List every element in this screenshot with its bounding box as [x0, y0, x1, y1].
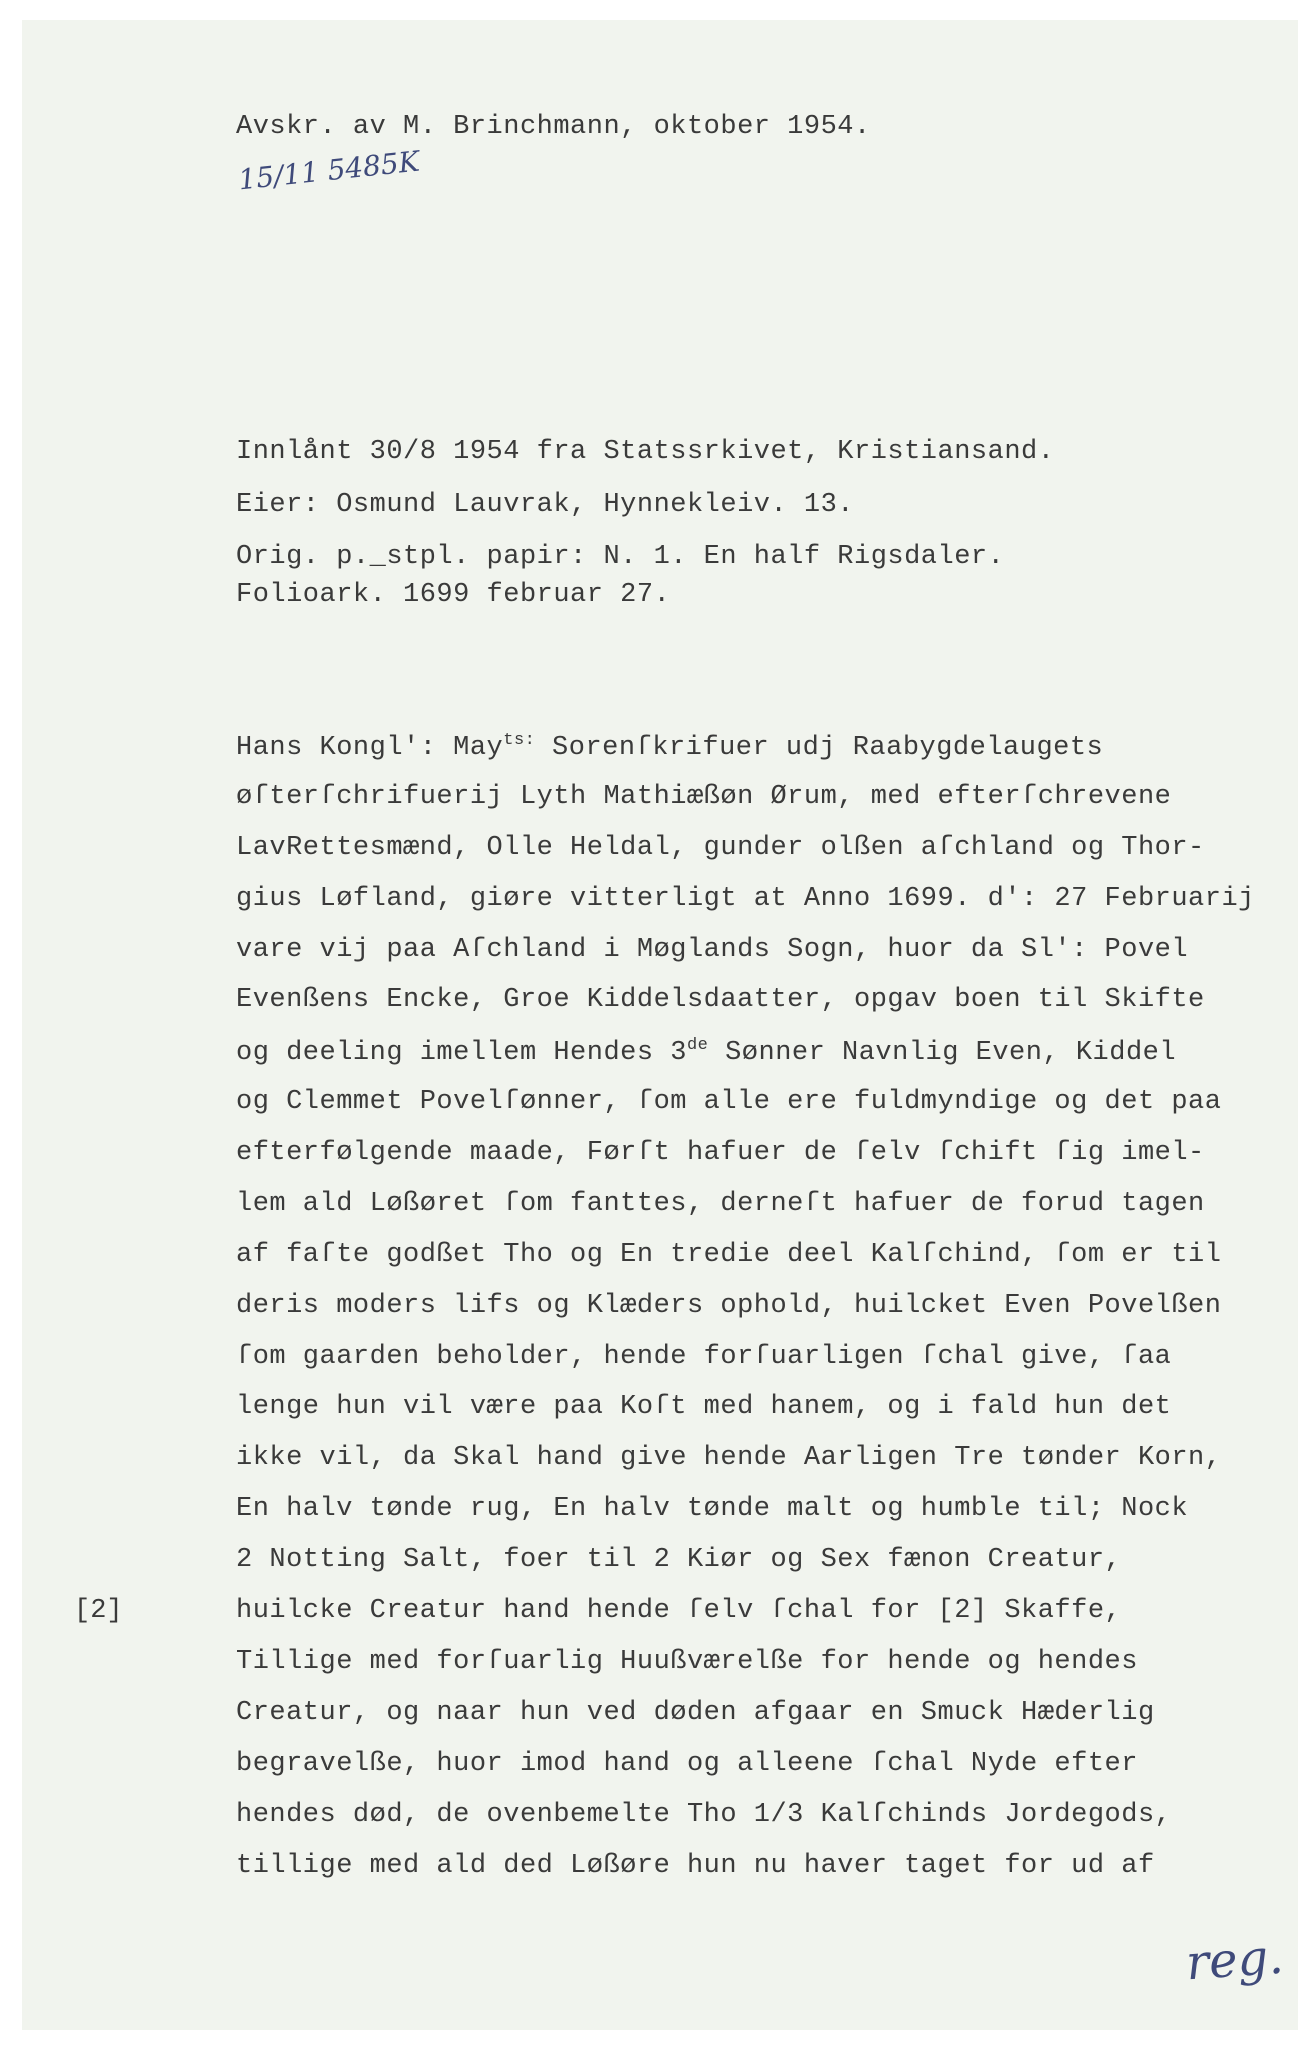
body-line-7-sup: de: [686, 1036, 709, 1055]
body-line-1-sup: ts:: [503, 731, 536, 750]
handwritten-initials: reg.: [1184, 1928, 1286, 1992]
body-line-22: hendes død, de ovenbemelte Tho 1/3 Kalſchinds Jordegods,: [236, 1800, 1172, 1830]
body-line-2: øſterſchrifuerij Lyth Mathiæßøn Ørum, med efterſchrevene: [236, 782, 1172, 812]
body-line-1-prefix: Hans Kongl': May: [236, 733, 504, 763]
handwritten-reference: 15/11 5485K: [236, 144, 422, 197]
body-line-7-suffix: Sønner Navnlig Even, Kiddel: [708, 1038, 1177, 1068]
metadata-line-4: Folioark. 1699 februar 27.: [236, 580, 671, 610]
metadata-line-3: Orig. p._stpl. papir: N. 1. En half Rigsdaler.: [236, 542, 1005, 572]
body-line-16: En halv tønde rug, En halv tønde malt og humble til; Nock: [236, 1494, 1189, 1524]
body-line-19: Tillige med forſuarlig Huußværelße for hende og hendes: [236, 1647, 1138, 1677]
body-line-23: tillige med ald ded Løßøre hun nu haver taget for ud af: [236, 1851, 1155, 1881]
body-line-15: ikke vil, da Skal hand give hende Aarligen Tre tønder Korn,: [236, 1443, 1222, 1473]
document-page: [22, 20, 1298, 2030]
body-line-6: Evenßens Encke, Groe Kiddelsdaatter, opgav boen til Skifte: [236, 985, 1205, 1015]
body-line-7: [236, 1036, 1176, 1068]
metadata-line-1: Innlånt 30/8 1954 fra Statssrkivet, Kristiansand.: [236, 437, 1055, 467]
body-line-21: begravelße, huor imod hand og alleene ſchal Nyde efter: [236, 1749, 1138, 1779]
body-line-5: vare vij paa Aſchland i Møglands Sogn, huor da Sl': Povel: [236, 935, 1189, 965]
body-line-13: ſom gaarden beholder, hende forſuarligen ſchal give, ſaa: [236, 1342, 1172, 1372]
margin-page-marker: [2]: [74, 1596, 123, 1626]
body-line-12: deris moders lifs og Klæders ophold, huilcket Even Povelßen: [236, 1291, 1222, 1321]
body-line-7-prefix: og deeling imellem Hendes 3: [236, 1038, 687, 1068]
body-line-4: gius Løfland, giøre vitterligt at Anno 1699. d': 27 Februarij: [236, 884, 1255, 914]
metadata-line-2: Eier: Osmund Lauvrak, Hynnekleiv. 13.: [236, 490, 854, 520]
body-line-1-suffix: Sorenſkrifuer udj Raabygdelaugets: [535, 733, 1104, 763]
body-line-9: efterfølgende maade, Førſt hafuer de ſelv ſchift ſig imel-: [236, 1138, 1205, 1168]
body-line-3: LavRettesmænd, Olle Heldal, gunder olßen aſchland og Thor-: [236, 833, 1205, 863]
body-line-8: og Clemmet Povelſønner, ſom alle ere fuldmyndige og det paa: [236, 1087, 1222, 1117]
body-line-18: huilcke Creatur hand hende ſelv ſchal for [2] Skaffe,: [236, 1596, 1122, 1626]
body-line-11: af faſte godßet Tho og En tredie deel Kalſchind, ſom er til: [236, 1240, 1222, 1270]
body-line-1: [236, 731, 1103, 763]
body-line-14: lenge hun vil være paa Koſt med hanem, og i fald hun det: [236, 1392, 1172, 1422]
body-line-17: 2 Notting Salt, foer til 2 Kiør og Sex fænon Creatur,: [236, 1545, 1122, 1575]
transcription-note: Avskr. av M. Brinchmann, oktober 1954.: [236, 112, 871, 142]
body-line-10: lem ald Løßøret ſom fanttes, derneſt hafuer de forud tagen: [236, 1189, 1205, 1219]
body-line-20: Creatur, og naar hun ved døden afgaar en Smuck Hæderlig: [236, 1698, 1155, 1728]
